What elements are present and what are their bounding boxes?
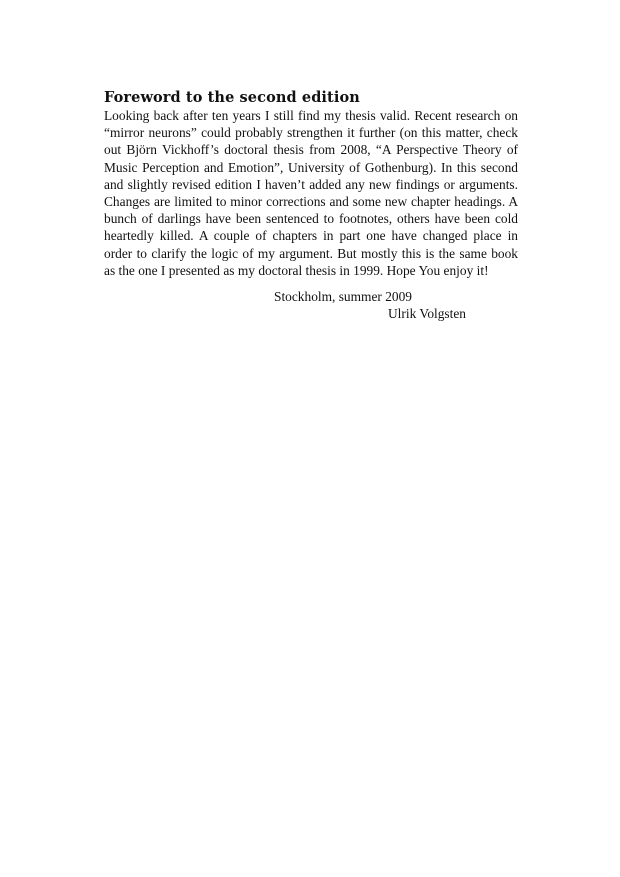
signature-block bbox=[246, 288, 466, 322]
place-date: Stockholm, summer 2009 bbox=[274, 289, 412, 304]
foreword-paragraph: Looking back after ten years I still find my thesis valid. Recent research on “mirror neurons” could probably strengthen it further (on this matter, check out Björn Vickhoff’s doctoral thesis from 2008, “A Perspective Theory of Music Perception and Emotion”, University of Gothenburg). In this second and slightly revised edition I haven’t added any new findings or arguments. Changes are limited to minor corrections and some new chapter headings. A bunch of darlings have been sentenced to footnotes, others have been cold heartedly killed. A couple of chapters in part one have changed place in order to clarify the logic of my argument. But mostly this is the same book as the one I presented as my doctoral thesis in 1999. Hope You enjoy it! bbox=[104, 108, 518, 278]
author-name: Ulrik Volgsten bbox=[388, 306, 466, 322]
foreword-heading: Foreword to the second edition bbox=[104, 89, 360, 106]
foreword-section bbox=[104, 88, 518, 279]
